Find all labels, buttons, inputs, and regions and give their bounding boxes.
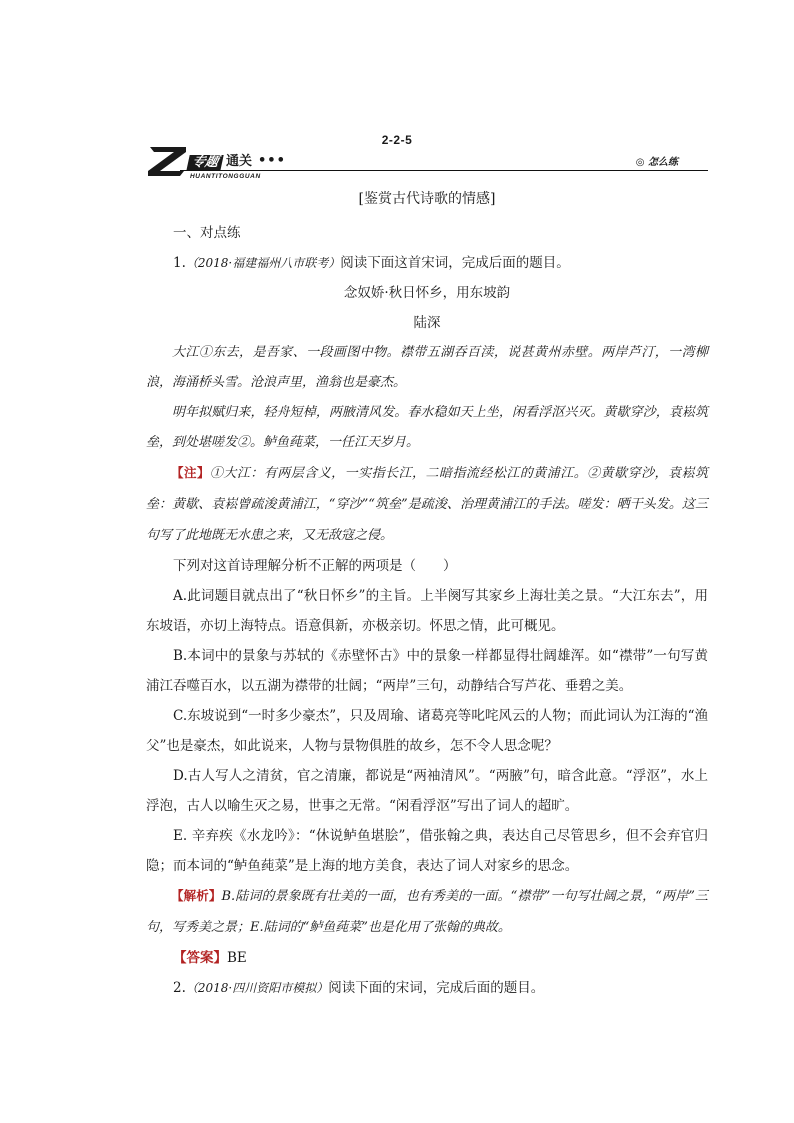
analysis (146, 881, 708, 943)
poem-author: 陆深 (413, 315, 441, 331)
note-tag: 【注】 (171, 465, 210, 480)
banner-rule (180, 170, 708, 171)
question-2-header (146, 973, 708, 1003)
question-prompt: 阅读下面这首宋词，完成后面的题目。 (340, 255, 570, 271)
banner-title-2: 通关 (226, 154, 253, 169)
z-logo-icon (146, 145, 194, 177)
part-heading: 一、对点练 (173, 225, 241, 241)
option-a: A.此词题目就点出了“秋日怀乡”的主旨。上半阕写其家乡上海壮美之景。“大江东去”，用东坡语，亦切上海特点。语意俱新，亦极亲切。怀思之情，此可概见。 (146, 588, 708, 634)
question-number: 1. (173, 255, 186, 271)
question-stem: 下列对这首诗理解分析不正解的两项是（ ） (173, 558, 457, 574)
analysis-text: B.陆词的景象既有壮美的一面，也有秀美的一面。“襟带”一句写壮阔之景，“两岸”三句，写秀美之景；E.陆词的“鲈鱼莼菜”也是化用了张翰的典故。 (146, 889, 708, 935)
question-1-header (146, 248, 708, 278)
poem-title: 念奴娇·秋日怀乡，用东坡韵 (343, 285, 511, 301)
section-title: [鉴赏古代诗歌的情感] (358, 191, 496, 207)
answer (146, 943, 708, 973)
question-2-source: （2018·四川资阳市模拟） (185, 981, 329, 995)
poem-stanza-2: 明年拟赋归来，轻舟短棹，两腋清风发。春水稳如天上坐，闲看浮沤兴灭。黄歇穿沙，袁崧筑垒，到处堪嗟发②。鲈鱼莼菜，一任江天岁月。 (146, 405, 708, 450)
answer-text: BE (227, 950, 247, 966)
banner-title: 专题 (186, 155, 223, 171)
option-d: D.古人写人之清贫，官之清廉，都说是“两袖清风”。“两腋”句，暗含此意。“浮沤”，水上浮泡，古人以喻生灭之易，世事之无常。“闲看浮沤”写出了词人的超旷。 (146, 768, 708, 814)
question-2-prompt: 阅读下面的宋词，完成后面的题目。 (328, 980, 545, 996)
option-b: B.本词中的景象与苏轼的《赤壁怀古》中的景象一样都显得壮阔雄浑。如“襟带”一句写黄浦江吞噬百水，以五湖为襟带的壮阔；“两岸”三句，动静结合写芦花、垂碧之美。 (146, 648, 708, 694)
option-e: E. 辛弃疾《水龙吟》：“休说鲈鱼堪脍”，借张翰之典，表达自己尽管思乡，但不会弃官归隐；而本词的“鲈鱼莼菜”是上海的地方美食，表达了词人对家乡的思念。 (146, 828, 708, 874)
banner-dots: ••• (258, 153, 286, 168)
document-body (146, 182, 708, 1003)
poem-stanza-1: 大江①东去，是吾家、一段画图中物。襟带五湖吞百渎，说甚黄州赤壁。两岸芦汀，一湾柳浪，海涌桥头雪。沧浪声里，渔翁也是豪杰。 (146, 345, 708, 390)
banner-right-label: ◎ 怎么练 (635, 157, 678, 168)
banner-pinyin: HUANTITONGGUAN (190, 173, 261, 180)
section-banner (146, 147, 708, 187)
analysis-tag: 【解析】 (171, 888, 222, 903)
answer-tag: 【答案】 (173, 950, 227, 966)
poem-note (146, 458, 708, 551)
question-source: （2018·福建福州八市联考） (185, 256, 341, 270)
option-c: C.东坡说到“一时多少豪杰”，只及周瑜、诸葛亮等叱咤风云的人物；而此词认为江海的“渔父”也是豪杰，如此说来，人物与景物俱胜的故乡，怎不令人思念呢？ (146, 708, 708, 754)
page-code: 2-2-5 (381, 133, 413, 147)
question-2-number: 2. (173, 980, 186, 996)
note-text: ①大江：有两层含义，一实指长江，二暗指流经松江的黄浦江。②黄歇穿沙，袁崧筑垒：黄歇、袁崧曾疏浚黄浦江，“穿沙”“筑垒”是疏浚、治理黄浦江的手法。嗟发：晒干头发。这三句写了此地既无水患之来，又无敌寇之侵。 (146, 466, 708, 543)
